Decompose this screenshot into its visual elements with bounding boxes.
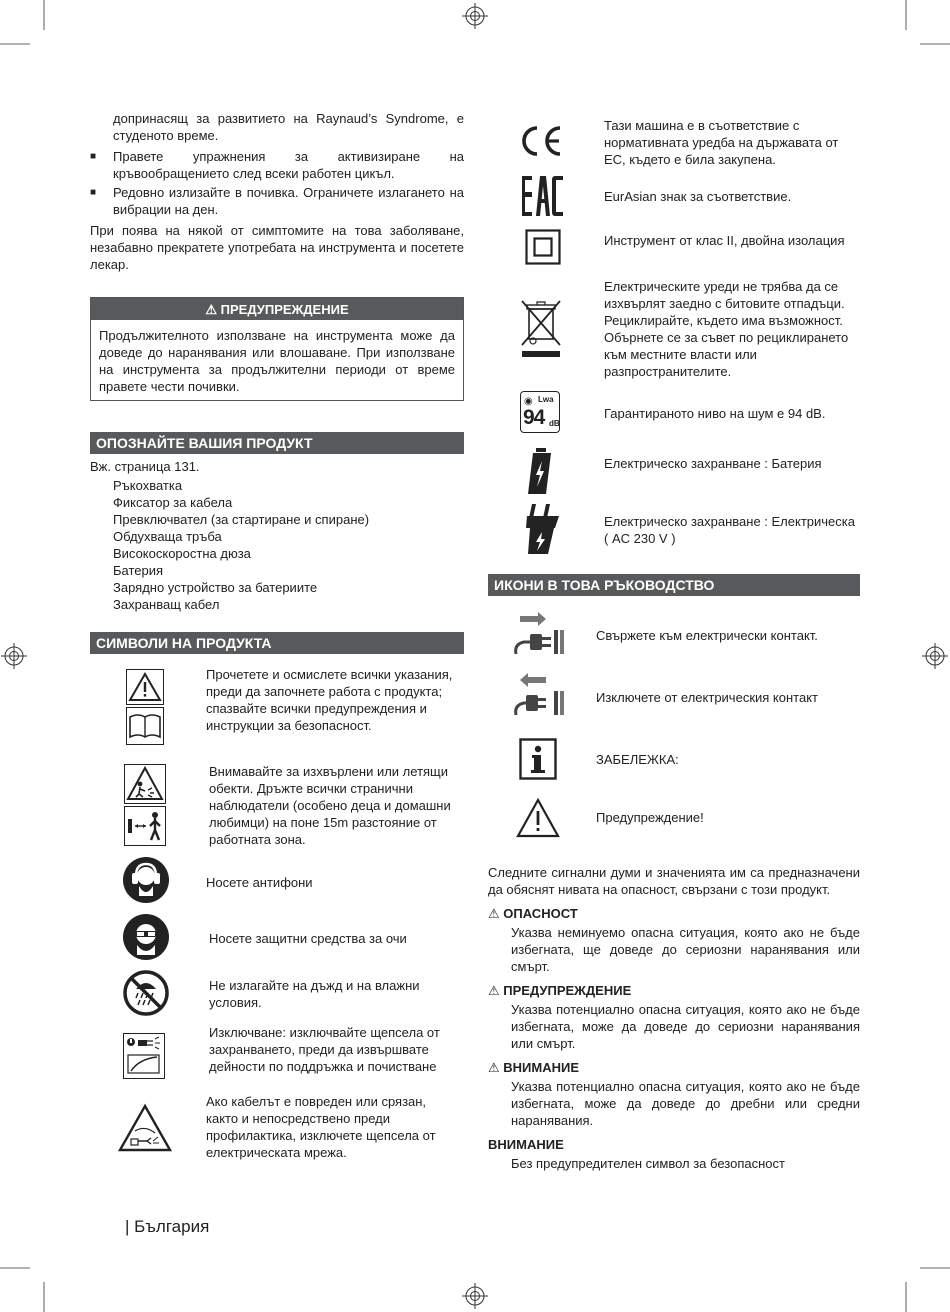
symbol-text-class-ii: Инструмент от клас II, двойна изолация [604,233,845,248]
note-info-icon [519,738,557,780]
warning-title: ПРЕДУПРЕЖДЕНИЕ [220,302,349,317]
warning-box-header [91,298,463,320]
list-item: Зарядно устройство за батериите [113,580,318,595]
mains-power-icon [524,504,560,556]
warning-icon: ⚠ [488,1060,500,1075]
page-footer-language: | България [125,1217,210,1236]
symbol-text-read-manual: Прочетете и осмислете всички указания, преди да започнете работа с продукта; спазвайте всички предупреждения и инструкции за безопасност. [206,667,453,733]
list-item: Високоскоростна дюза [113,546,251,561]
signal-intro: Следните сигнални думи и значенията им са предназначени да обяснят нивата на опасност, свързани с този продукт. [488,865,860,897]
signal-text: Указва неминуемо опасна ситуация, която ако не бъде избегната, ще доведе до сериозни наранявания или смърт. [511,925,860,974]
symbol-text-noise: Гарантираното ниво на шум е 94 dB. [604,406,826,421]
list-item: Захранващ кабел [113,597,220,612]
noise-ear-icon: ◉ [524,396,533,407]
symbol-text-eye-protection: Носете защитни средства за очи [209,931,407,946]
signal-warning [488,982,860,1052]
icon-text-warning: Предупреждение! [596,810,704,825]
manual-icons-heading: ИКОНИ В ТОВА РЪКОВОДСТВО [488,574,860,596]
warning-triangle-icon [126,669,164,705]
read-manual-icon [126,707,164,745]
parts-list [90,477,464,613]
symbol-text-ce: Тази машина е в съответствие с нормативната уредба на държавата от ЕС, където е била закупена. [604,118,839,167]
weee-bin-icon [519,297,563,359]
warning-box [90,297,464,401]
bullet-item: ■ Редовно излизайте в почивка. Ограничете излагането на вибрации на ден. [90,184,464,218]
page-reference: Вж. страница 131. [90,459,200,474]
signal-caution [488,1059,860,1129]
warning-triangle-icon [515,797,561,839]
signal-title: ПРЕДУПРЕЖДЕНИЕ [503,983,632,998]
ce-mark-icon [518,124,566,158]
symptoms-paragraph: При поява на някой от симптомите на това заболяване, незабавно прекратете употребата на инструмента и посетете лекар. [90,223,464,272]
eac-mark-icon [521,174,565,218]
registration-mark-top [462,3,488,29]
eye-protection-icon [122,913,170,961]
icon-text-note: ЗАБЕЛЕЖКА: [596,752,679,767]
bystander-distance-icon [124,806,166,846]
registration-mark-bottom [462,1283,488,1309]
signal-caution-plain [488,1136,860,1172]
noise-value: 94 [523,406,545,429]
warning-text: Продължителното използване на инструмента може да доведе до наранявания или влошаване. При използване на инструмента за продължителни периоди от време правете чести почивки. [99,328,455,394]
signal-text: Указва потенциално опасна ситуация, която ако не бъде избегната, може да доведе до сериозни наранявания или смърт. [511,1002,860,1051]
warning-icon: ⚠ [488,983,500,998]
signal-caution-heading [488,1059,860,1076]
signal-text: Указва потенциално опасна ситуация, която ако не бъде избегната, може да доведе до дребни или средни наранявания. [511,1079,860,1128]
noise-level-badge [520,391,560,433]
signal-warning-heading [488,982,860,999]
signal-danger-heading [488,905,860,922]
list-item: Обдухваща тръба [113,529,222,544]
symbol-text-unplug: Изключване: изключвайте щепсела от захранването, преди да извършвате дейности по поддръжка и почистване [209,1025,440,1074]
signal-text: Без предупредителен символ за безопасност [511,1156,785,1171]
ear-protection-icon [122,856,170,904]
unplug-icon [510,671,566,723]
intro-continued: допринасящ за развитието на Raynaud’s Syndrome, е студеното време. [113,111,464,143]
left-column [90,110,464,613]
plug-in-icon [510,610,566,662]
icon-text-plug-in: Свържете към електрически контакт. [596,628,818,643]
symbol-text-eac: EurAsian знак за съответствие. [604,189,792,204]
bullet-item: ■ Правете упражнения за активизиране на кръвообращението след всеки работен цикъл. [90,148,464,182]
signal-words-section [488,864,860,1172]
no-rain-icon [122,969,170,1017]
symbol-text-ear-protection: Носете антифони [206,875,313,890]
class-ii-insulation-icon [525,229,561,265]
know-product-heading: ОПОЗНАЙТЕ ВАШИЯ ПРОДУКТ [90,432,464,454]
symbol-text-damaged-cable: Ако кабелът е повреден или срязан, както и непосредствено преди профилактика, изключете щепсела от електрическата мрежа. [206,1094,436,1160]
flying-objects-icon [124,764,166,804]
battery-power-icon [528,447,552,495]
symbol-text-weee: Електрическите уреди не трябва да се изхвърлят заедно с битовите отпадъци. Рециклирайте, където има възможност. Обърнете се за съвет по рециклирането към местните власти или разпространителите. [604,279,849,379]
noise-unit: dB [549,419,560,428]
list-item: Превключвател (за стартиране и спиране) [113,512,370,527]
registration-mark-right [922,643,948,669]
registration-mark-left [1,643,27,669]
list-item: Ръкохватка [113,478,183,493]
signal-title: ВНИМАНИЕ [503,1060,580,1075]
product-symbols-heading: СИМВОЛИ НА ПРОДУКТА [90,632,464,654]
signal-title: ВНИМАНИЕ [488,1137,564,1152]
signal-title: ОПАСНОСТ [503,906,578,921]
damaged-cable-warning-icon [117,1103,173,1153]
list-item: Батерия [113,563,164,578]
unplug-maintenance-icon [123,1033,165,1079]
list-item: Фиксатор за кабела [113,495,233,510]
warning-icon: ⚠ [488,906,500,921]
symbol-text-battery: Електрическо захранване : Батерия [604,456,822,471]
icon-text-unplug: Изключете от електрическия контакт [596,690,818,705]
symbol-text-flying-objects: Внимавайте за изхвърлени или летящи обекти. Дръжте всички странични наблюдатели (особено деца и домашни любимци) на поне 15m разстояние от работната зона. [209,764,451,847]
symbol-text-no-rain: Не излагайте на дъжд и на влажни условия. [209,978,420,1010]
noise-label: Lwa [538,395,554,404]
signal-danger [488,905,860,975]
symbol-text-mains: Електрическо захранване : Електрическа ( AC 230 V ) [604,514,855,546]
warning-icon: ⚠ [205,302,218,317]
